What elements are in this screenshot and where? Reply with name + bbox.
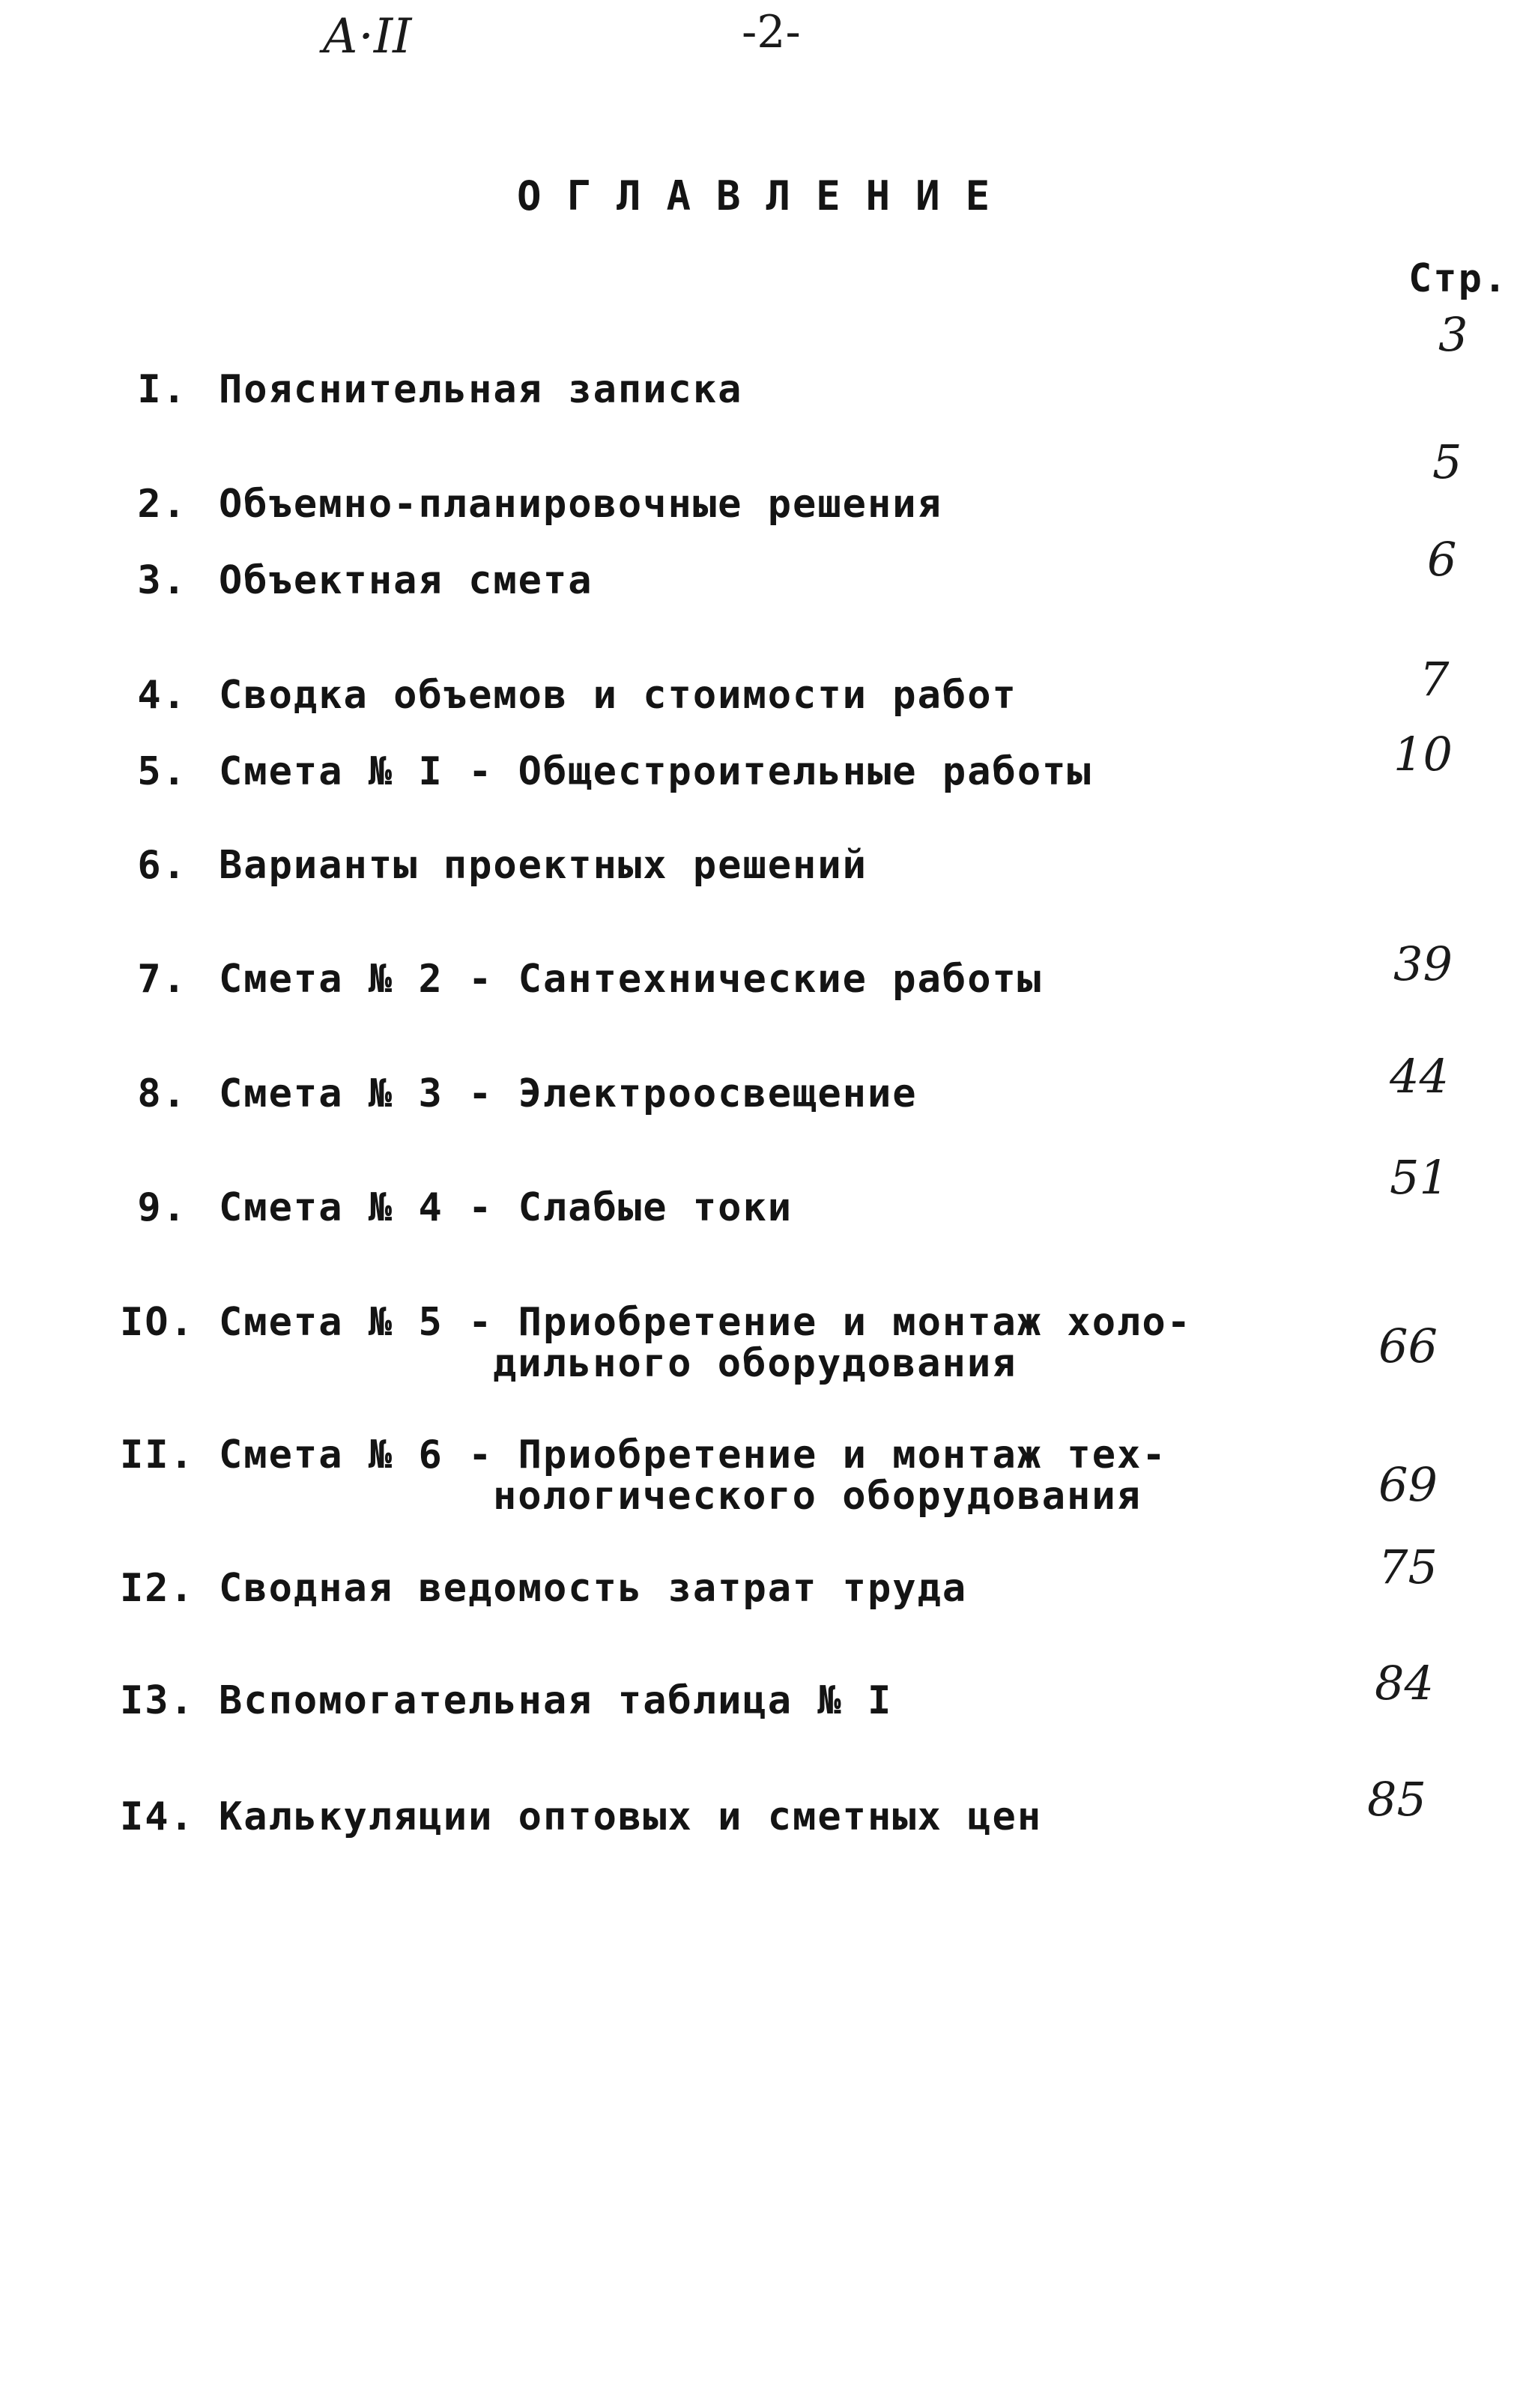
entry-text-continued: нологического оборудования [493, 1474, 1142, 1519]
entry-number: II. [120, 1433, 195, 1477]
entry-number: 8. [137, 1071, 187, 1116]
entry-text: Смета № I - Общестроительные работы [219, 749, 1092, 794]
entry-page: 75 [1378, 1540, 1438, 1594]
entry-page: 51 [1390, 1150, 1449, 1205]
entry-text: Объемно-планировочные решения [219, 482, 942, 527]
entry-number: IO. [120, 1300, 195, 1345]
document-title: ОГЛАВЛЕНИЕ [517, 172, 1016, 220]
entry-text: Вспомогательная таблица № I [219, 1678, 893, 1723]
entry-number: 3. [137, 558, 187, 603]
entry-text: Смета № 3 - Электроосвещение [219, 1071, 918, 1116]
entry-text: Смета № 4 - Слабые токи [219, 1185, 793, 1230]
entry-text: Сводка объемов и стоимости работ [219, 673, 1017, 718]
entry-text: Смета № 6 - Приобретение и монтаж тех- [219, 1433, 1167, 1477]
entry-text-continued: дильного оборудования [493, 1341, 1017, 1386]
entry-page: 85 [1367, 1772, 1426, 1827]
entry-text: Пояснительная записка [219, 367, 743, 412]
entry-number: 7. [137, 957, 187, 1002]
entry-page: 5 [1432, 435, 1462, 489]
entry-number: 5. [137, 749, 187, 794]
page-number: -2- [742, 6, 801, 58]
page-column-header: Стр. [1408, 256, 1509, 301]
entry-number: 4. [137, 673, 187, 718]
entry-text: Калькуляции оптовых и сметных цен [219, 1794, 1043, 1839]
entry-number: I4. [120, 1794, 195, 1839]
entry-page: 7 [1420, 652, 1450, 707]
entry-number: 6. [137, 843, 187, 888]
entry-page: 3 [1438, 307, 1468, 362]
entry-text: Смета № 2 - Сантехнические работы [219, 957, 1043, 1002]
entry-page: 39 [1393, 937, 1453, 991]
entry-page: 66 [1378, 1319, 1438, 1373]
entry-text: Варианты проектных решений [219, 843, 868, 888]
entry-number: 9. [137, 1185, 187, 1230]
entry-page: 6 [1427, 532, 1457, 587]
entry-page: 10 [1393, 727, 1453, 781]
entry-text: Сводная ведомость затрат труда [219, 1566, 968, 1611]
entry-number: I3. [120, 1678, 195, 1723]
entry-page: 84 [1375, 1656, 1434, 1710]
entry-number: I. [137, 367, 187, 412]
entry-page: 44 [1390, 1049, 1449, 1104]
entry-text: Объектная смета [219, 558, 593, 603]
entry-number: I2. [120, 1566, 195, 1611]
entry-page: 69 [1378, 1457, 1438, 1512]
entry-number: 2. [137, 482, 187, 527]
entry-text: Смета № 5 - Приобретение и монтаж холо- [219, 1300, 1192, 1345]
handwritten-annotation: А·II [322, 9, 412, 64]
